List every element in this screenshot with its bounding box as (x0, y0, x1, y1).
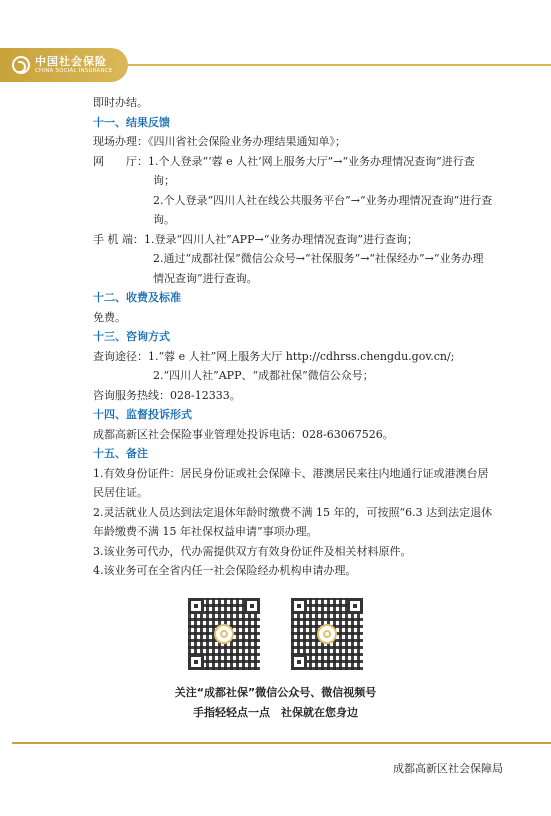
web-step-2: 2.个人登录“四川人社在线公共服务平台”→“业务办理情况查询”进行查询。 (153, 193, 493, 226)
header-logo-band (0, 48, 128, 82)
complaint-phone: 成都高新区社会保险事业管理处投诉电话：028-63067526。 (93, 427, 394, 441)
query-step-1: 1.“蓉 e 人社”网上服务大厅 http://cdhrss.chengdu.gov.cn/; (148, 349, 455, 363)
fee-text: 免费。 (93, 310, 126, 324)
mobile-step-1: 1.登录“四川人社”APP→“业务办理情况查询”进行查询； (144, 232, 418, 246)
slogan: 手指轻轻点一点 社保就在您身边 (193, 706, 358, 719)
logo-chinese-name: 中国社会保险 (35, 55, 107, 68)
qr-finder-icon (188, 598, 204, 614)
mobile-feedback-1 (93, 230, 493, 250)
section-15-title: 十五、备注 (93, 447, 148, 460)
wechat-video-account-qr[interactable] (291, 598, 363, 670)
section-13-title: 十三、咨询方式 (93, 330, 170, 343)
qr-finder-icon (244, 598, 260, 614)
qr-logo-icon (214, 624, 234, 644)
intro-line: 即时办结。 (93, 96, 148, 109)
qr-code-image (188, 598, 260, 670)
web-step-1: 1.个人登录“‘蓉 e 人社’网上服务大厅”→“业务办理情况查询”进行查询； (148, 154, 475, 187)
qr-logo-icon (317, 624, 337, 644)
logo-english-name: CHINA SOCIAL INSURANCE (35, 68, 113, 74)
follow-prompt: 关注“成都社保”微信公众号、微信视频号 (174, 686, 377, 699)
note-3: 3.该业务可代办，代办需提供双方有效身份证件及相关材料原件。 (93, 544, 412, 558)
section-11-title: 十一、结果反馈 (93, 115, 170, 129)
note-1: 1.有效身份证件：居民身份证或社会保障卡、港澳居民来往内地通行证或港澳台居民居住证。 (93, 466, 489, 499)
qr-finder-icon (291, 654, 307, 670)
section-12-title: 十二、收费及标准 (93, 291, 181, 304)
query-step-2: 2.“四川人社”APP、“成都社保”微信公众号； (153, 369, 374, 382)
query-label: 查询途径： (93, 349, 148, 363)
header-divider (128, 64, 551, 66)
section-14-title: 十四、监督投诉形式 (93, 408, 192, 421)
note-4: 4.该业务可在全省内任一社会保险经办机构申请办理。 (93, 564, 357, 577)
footer-divider (12, 742, 551, 744)
mobile-label: 手 机 端： (93, 232, 144, 246)
organization-name: 成都高新区社会保障局 (393, 762, 503, 775)
query-channel-1 (93, 347, 493, 367)
web-label: 网 厅： (93, 154, 148, 168)
qr-finder-icon (188, 654, 204, 670)
web-feedback-1 (93, 152, 493, 191)
qr-finder-icon (347, 598, 363, 614)
wechat-official-account-qr[interactable] (188, 598, 260, 670)
hotline: 咨询服务热线：028-12333。 (93, 388, 241, 402)
social-insurance-logo-icon (12, 56, 30, 74)
site-feedback: 现场办理：《四川省社会保险业务办理结果通知单》； (93, 135, 346, 148)
qr-code-image (291, 598, 363, 670)
mobile-step-2: 2.通过“成都社保”微信公众号→“社保服务”→“社保经办”→“业务办理情况查询”进行查询。 (153, 252, 484, 285)
document-body (93, 93, 493, 581)
qr-finder-icon (291, 598, 307, 614)
note-2: 2.灵活就业人员达到法定退休年龄时缴费不满 15 年的，可按照“6.3 达到法定退休年龄缴费不满 15 年社保权益申请”事项办理。 (93, 505, 493, 538)
